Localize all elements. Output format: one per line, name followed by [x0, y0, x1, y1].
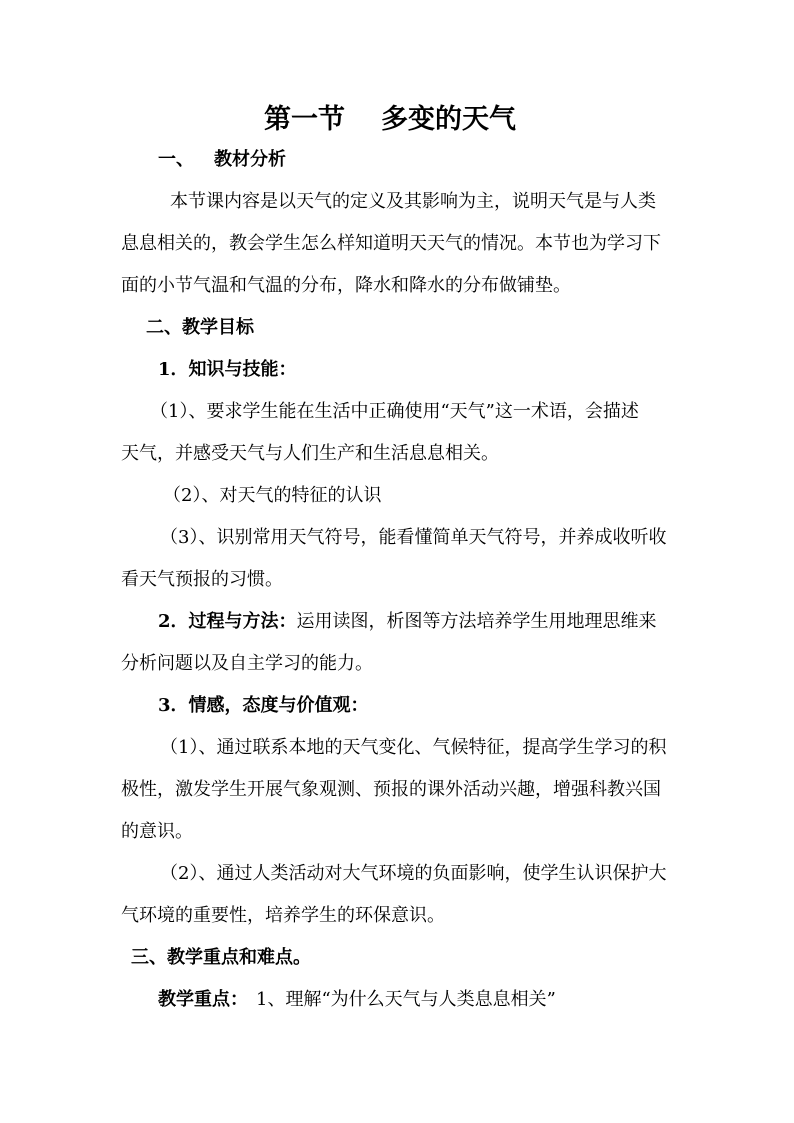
goal1-item1-line-2: 天气，并感受天气与人们生产和生活息息相关。 — [121, 443, 499, 464]
section-heading-1-number: 一、 — [158, 149, 194, 170]
key-points-line — [158, 988, 556, 1012]
analysis-line-1: 本节课内容是以天气的定义及其影响为主，说明天气是与人类 — [170, 191, 656, 212]
section-heading-1 — [158, 148, 286, 172]
page-title — [264, 103, 516, 137]
goal1-item2: （2）、对天气的特征的认识 — [163, 485, 382, 506]
goal1-item3-line-2: 看天气预报的习惯。 — [121, 569, 283, 590]
analysis-line-3: 面的小节气温和气温的分布，降水和降水的分布做铺垫。 — [121, 275, 571, 296]
title-section-number: 第一节 — [264, 104, 345, 135]
section-heading-1-text: 教材分析 — [214, 149, 286, 170]
title-text: 多变的天气 — [381, 104, 516, 135]
analysis-line-2: 息息相关的，教会学生怎么样知道明天天气的情况。本节也为学习下 — [121, 233, 661, 254]
goal1-heading: 1．知识与技能： — [158, 359, 297, 380]
goal2-line-2: 分析问题以及自主学习的能力。 — [121, 653, 373, 674]
section-heading-3: 三、教学重点和难点。 — [131, 947, 311, 968]
key-points-text: 1、理解“为什么天气与人类息息相关” — [256, 989, 556, 1010]
goal2-label: 2．过程与方法： — [158, 611, 297, 632]
goal3-item2-line-2: 气环境的重要性，培养学生的环保意识。 — [121, 905, 445, 926]
goal1-item3-line-1: （3）、识别常用天气符号，能看懂简单天气符号，并养成收听收 — [160, 527, 667, 548]
goal3-heading: 3．情感，态度与价值观： — [158, 695, 369, 716]
goal3-item2-line-1: （2）、通过人类活动对大气环境的负面影响，使学生认识保护大 — [160, 863, 667, 884]
goal3-item1-line-1: （1）、通过联系本地的天气变化、气候特征，提高学生学习的积 — [160, 737, 667, 758]
goal2-line-1 — [158, 610, 657, 634]
key-points-label: 教学重点： — [158, 989, 248, 1010]
goal3-item1-line-3: 的意识。 — [121, 821, 193, 842]
goal1-item1-line-1: （1）、要求学生能在生活中正确使用“天气”这一术语，会描述 — [150, 401, 639, 422]
section-heading-2: 二、教学目标 — [146, 317, 254, 338]
goal3-item1-line-2: 极性，激发学生开展气象观测、预报的课外活动兴趣，增强科教兴国 — [121, 779, 661, 800]
goal2-text: 运用读图，析图等方法培养学生用地理思维来 — [296, 611, 657, 632]
